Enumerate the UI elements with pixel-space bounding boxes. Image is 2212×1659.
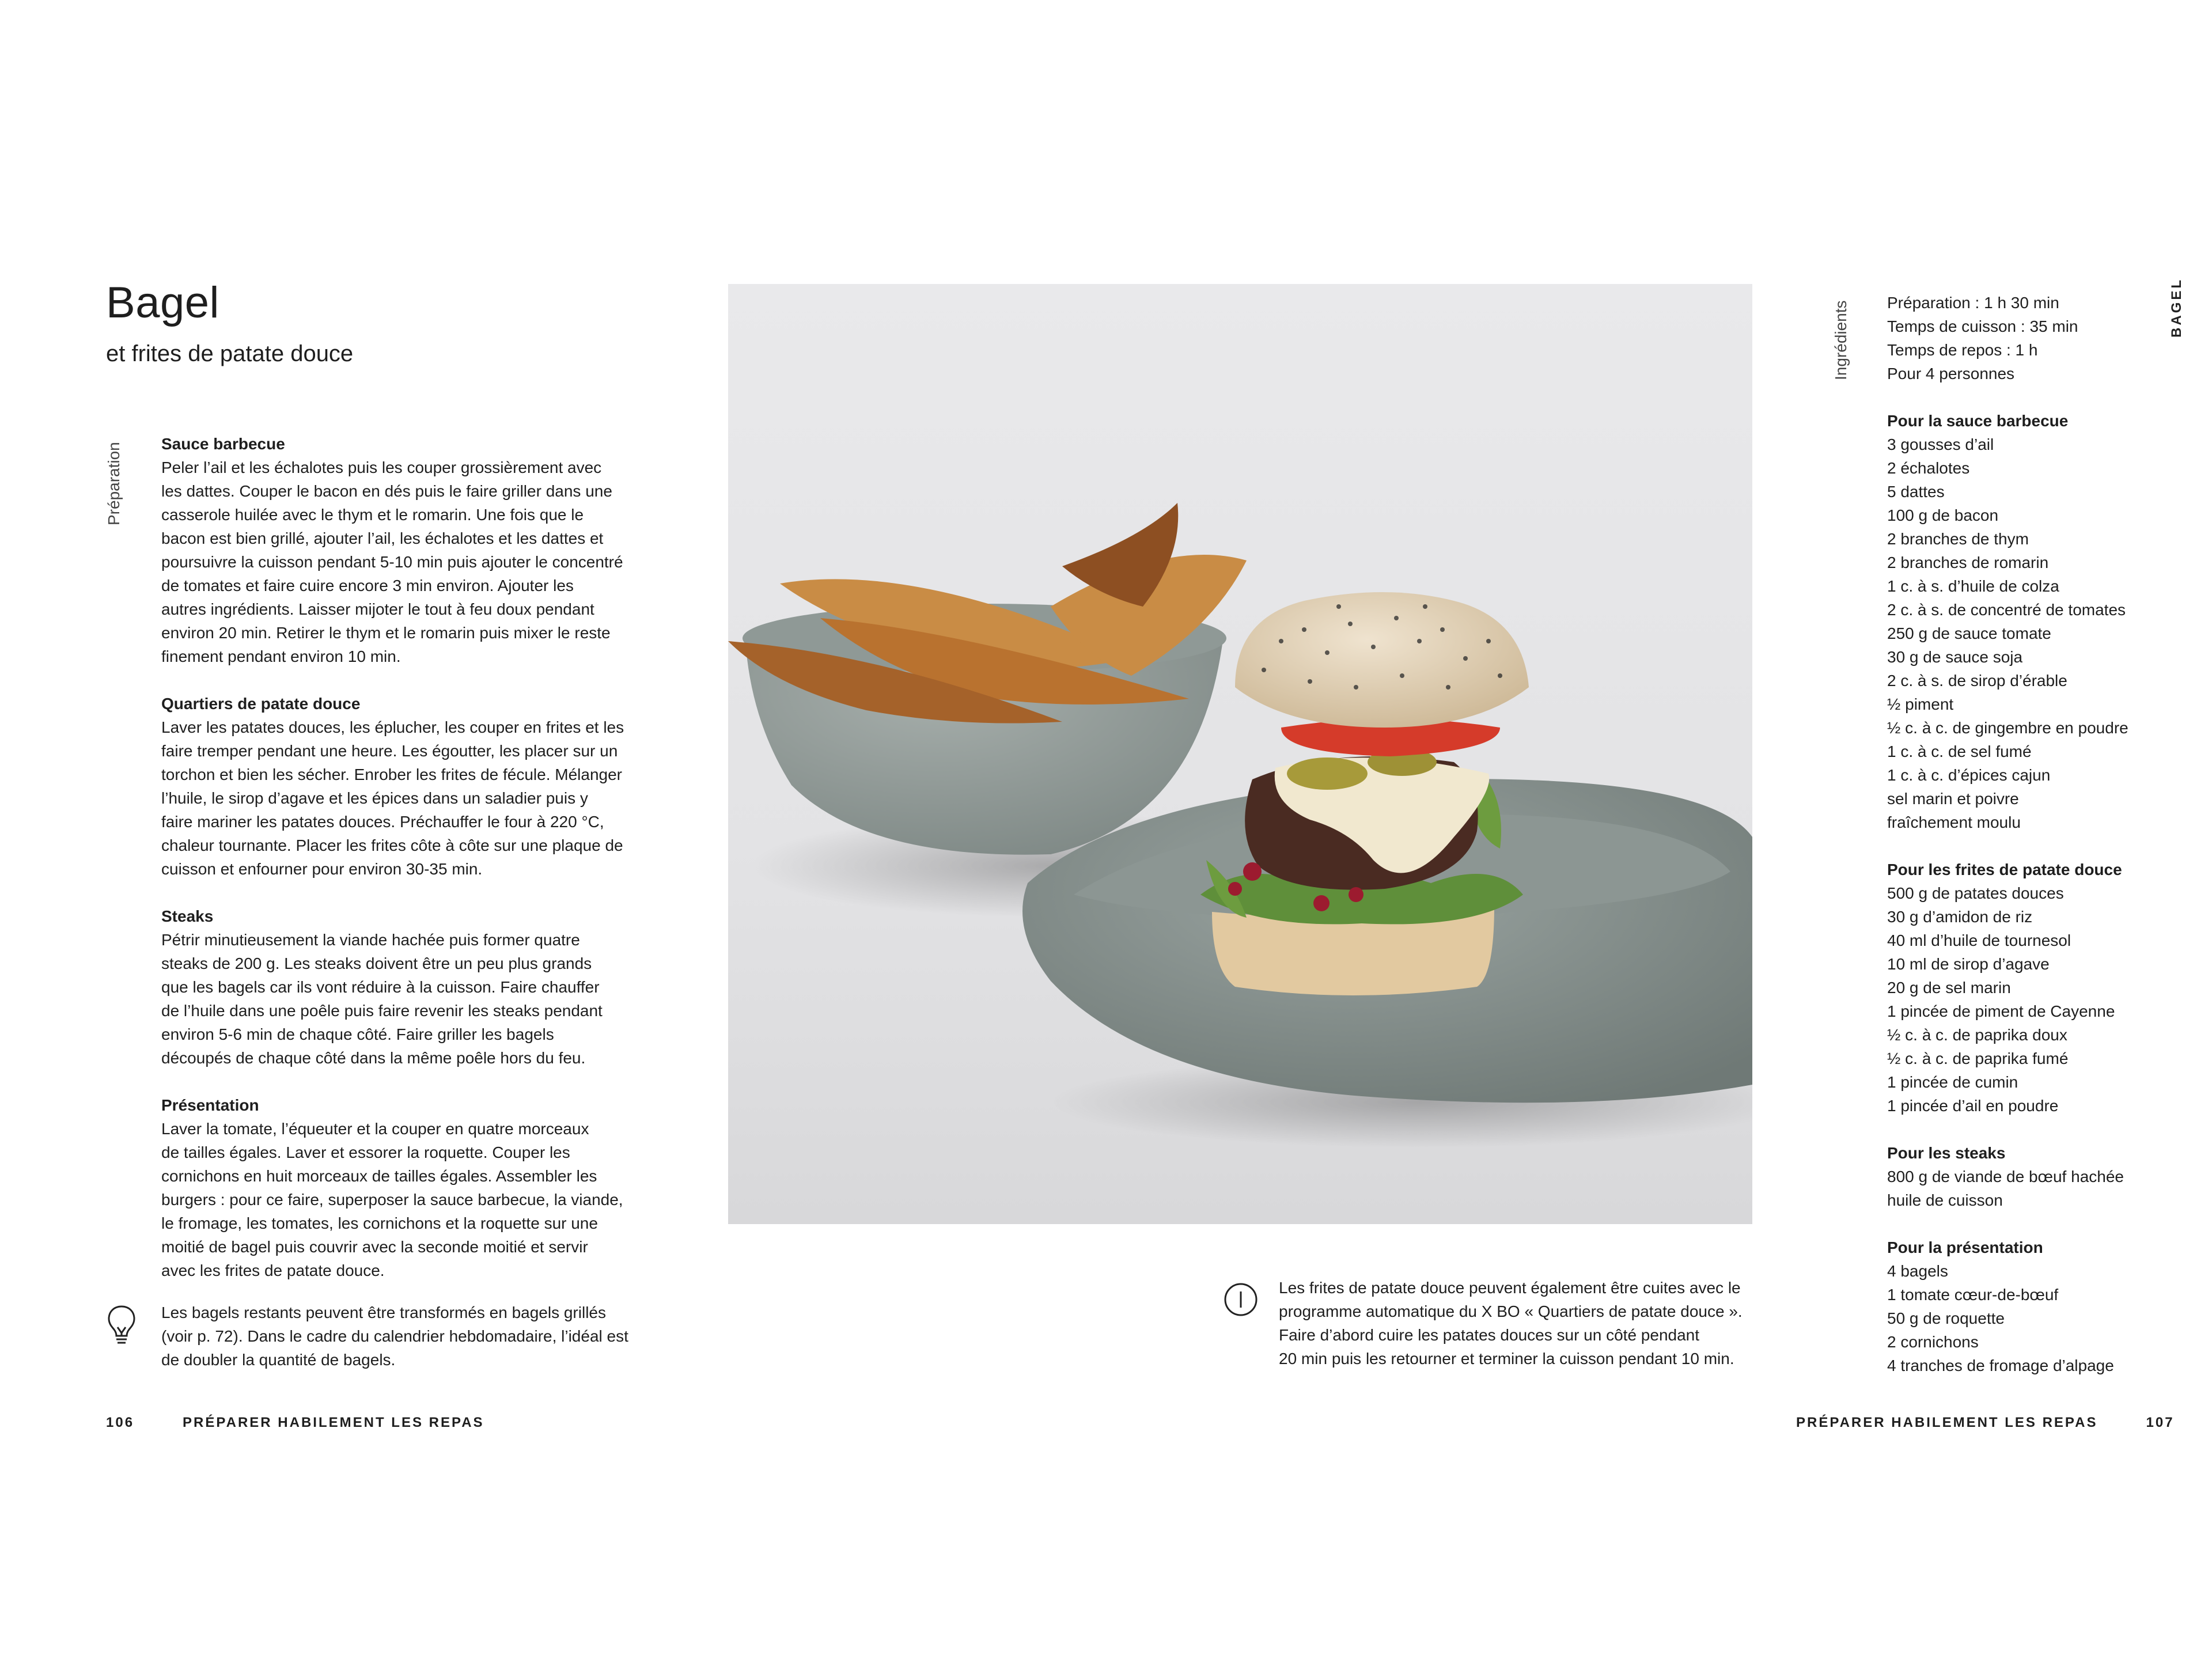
ingredient-item: 5 dattes [1887,483,1945,501]
ingredient-item: 4 tranches de fromage d’alpage [1887,1357,2114,1374]
prep-line: burgers : pour ce faire, superposer la sauce barbecue, la viande, [161,1191,623,1209]
footer-title-left: PRÉPARER HABILEMENT LES REPAS [183,1415,484,1430]
prep-line: cornichons en huit morceaux de tailles égales. Assembler les [161,1167,597,1185]
prep-section-steaks [161,904,639,1070]
ingredient-item: ½ piment [1887,695,1954,713]
tip-line: programme automatique du X BO « Quartiers de patate douce ». [1279,1302,1743,1320]
recipe-meta [1887,291,2198,385]
prep-line: bacon est bien grillé, ajouter l’ail, les échalotes et les dattes et [161,529,604,547]
prep-line: Pétrir minutieusement la viande hachée puis former quatre [161,931,580,949]
ingredient-item: 30 g de sauce soja [1887,648,2023,666]
ingredient-item: 1 pincée de piment de Cayenne [1887,1002,2115,1020]
ingredient-item: 2 branches de romarin [1887,554,2049,571]
footer-right [1796,1415,2175,1431]
ingredient-item: 2 cornichons [1887,1333,1979,1351]
tip-line: (voir p. 72). Dans le cadre du calendrier hebdomadaire, l’idéal est [161,1327,628,1345]
ingredient-group-fries [1887,858,2198,1118]
prep-section-heading: Quartiers de patate douce [161,695,361,713]
prep-section-sauce [161,432,639,668]
ingredient-group-heading: Pour la présentation [1887,1238,2043,1256]
prep-line: autres ingrédients. Laisser mijoter le tout à feu doux pendant [161,600,594,618]
ingredient-item: 40 ml d’huile de tournesol [1887,931,2071,949]
prep-line: de tomates et faire cuire encore 3 min environ. Ajouter les [161,577,574,594]
recipe-photo [728,284,1752,1224]
ingredient-item: 4 bagels [1887,1262,1948,1280]
prep-line: environ 20 min. Retirer le thym et le romarin puis mixer le reste [161,624,611,642]
ingredient-group-heading: Pour la sauce barbecue [1887,412,2069,430]
meta-line: Temps de cuisson : 35 min [1887,317,2078,335]
ingredient-item: 1 tomate cœur-de-bœuf [1887,1286,2059,1304]
preparation-label: Préparation [105,442,123,525]
tip-line: Les frites de patate douce peuvent également être cuites avec le [1279,1279,1741,1297]
recipe-subtitle: et frites de patate douce [106,341,354,366]
ingredient-item: 2 c. à s. de sirop d’érable [1887,672,2067,690]
prep-section-fries [161,692,639,881]
ingredient-group-presentation [1887,1236,2198,1377]
prep-line: environ 5-6 min de chaque côté. Faire griller les bagels [161,1025,554,1043]
ingredient-item: 2 échalotes [1887,459,1970,477]
prep-line: les dattes. Couper le bacon en dés puis le faire griller dans une [161,482,612,500]
ingredient-item: 50 g de roquette [1887,1309,2005,1327]
tip-line: Les bagels restants peuvent être transformés en bagels grillés [161,1304,606,1321]
ingredient-item: huile de cuisson [1887,1191,2003,1209]
ingredient-item: 500 g de patates douces [1887,884,2064,902]
prep-line: finement pendant environ 10 min. [161,647,401,665]
ingredient-item: 100 g de bacon [1887,506,1999,524]
prep-line: découpés de chaque côté dans la même poêle hors du feu. [161,1049,586,1067]
prep-line: de l’huile dans une poêle puis faire revenir les steaks pendant [161,1002,603,1020]
prep-line: avec les frites de patate douce. [161,1262,385,1279]
ingredient-item: 1 pincée d’ail en poudre [1887,1097,2059,1115]
prep-section-presentation [161,1093,639,1282]
prep-line: faire mariner les patates douces. Préchauffer le four à 220 °C, [161,813,604,831]
ingredient-item: 20 g de sel marin [1887,979,2011,997]
ingredients-column [1887,291,2198,1401]
recipe-title: Bagel [106,278,219,327]
ingredient-item: 1 pincée de cumin [1887,1073,2018,1091]
prep-line: l’huile, le sirop d’agave et les épices dans un saladier puis y [161,789,588,807]
meta-line: Temps de repos : 1 h [1887,341,2038,359]
tip-auto-program [1279,1276,1786,1370]
ingredient-item: 2 c. à s. de concentré de tomates [1887,601,2126,619]
ingredient-group-heading: Pour les frites de patate douce [1887,861,2122,878]
ingredient-item: ½ c. à c. de paprika doux [1887,1026,2067,1044]
ingredient-item: 1 c. à c. de sel fumé [1887,743,2032,760]
ingredient-item: 250 g de sauce tomate [1887,624,2051,642]
info-icon [1224,1282,1258,1317]
tip-line: 20 min puis les retourner et terminer la cuisson pendant 10 min. [1279,1350,1734,1368]
ingredient-item: 2 branches de thym [1887,530,2029,548]
prep-section-heading: Steaks [161,907,214,925]
prep-line: steaks de 200 g. Les steaks doivent être un peu plus grands [161,955,592,972]
ingredient-item: sel marin et poivre [1887,790,2019,808]
ingredient-group-sauce [1887,409,2198,834]
ingredient-item: 800 g de viande de bœuf hachée [1887,1168,2124,1185]
prep-line: Laver les patates douces, les éplucher, les couper en frites et les [161,718,624,736]
meta-line: Pour 4 personnes [1887,365,2015,382]
prep-line: torchon et bien les sécher. Enrober les frites de fécule. Mélanger [161,766,622,783]
prep-line: Peler l’ail et les échalotes puis les couper grossièrement avec [161,459,602,476]
prep-line: poursuivre la cuisson pendant 5-10 min puis ajouter le concentré [161,553,623,571]
tip-line: de doubler la quantité de bagels. [161,1351,396,1369]
ingredient-item: 10 ml de sirop d’agave [1887,955,2050,973]
meta-line: Préparation : 1 h 30 min [1887,294,2059,312]
prep-line: cuisson et enfourner pour environ 30-35 min. [161,860,483,878]
footer-left [106,1415,484,1431]
ingredient-item: 3 gousses d’ail [1887,435,1994,453]
prep-line: faire tremper pendant une heure. Les égoutter, les placer sur un [161,742,618,760]
prep-line: que les bagels car ils vont réduire à la cuisson. Faire chauffer [161,978,600,996]
ingredient-item: ½ c. à c. de gingembre en poudre [1887,719,2128,737]
ingredient-group-heading: Pour les steaks [1887,1144,2006,1162]
side-running-title: BAGEL [2169,278,2184,338]
ingredient-group-steaks [1887,1141,2198,1212]
lightbulb-icon [106,1304,137,1347]
ingredient-item: 1 c. à s. d’huile de colza [1887,577,2059,595]
ingredient-item: fraîchement moulu [1887,813,2021,831]
ingredient-item: ½ c. à c. de paprika fumé [1887,1050,2069,1067]
tip-leftovers [161,1301,657,1372]
prep-line: le fromage, les tomates, les cornichons et la roquette sur une [161,1214,598,1232]
preparation-column [161,432,639,1306]
prep-section-heading: Sauce barbecue [161,435,285,453]
prep-line: casserole huilée avec le thym et le romarin. Une fois que le [161,506,584,524]
prep-line: moitié de bagel puis couvrir avec la seconde moitié et servir [161,1238,588,1256]
prep-section-heading: Présentation [161,1096,259,1114]
prep-line: Laver la tomate, l’équeuter et la couper en quatre morceaux [161,1120,589,1138]
page-number-right: 107 [2146,1415,2175,1430]
prep-line: chaleur tournante. Placer les frites côte à côte sur une plaque de [161,836,623,854]
ingredients-label: Ingrédients [1832,300,1850,380]
footer-title-right: PRÉPARER HABILEMENT LES REPAS [1796,1415,2098,1430]
ingredient-item: 30 g d’amidon de riz [1887,908,2033,926]
ingredient-item: 1 c. à c. d’épices cajun [1887,766,2051,784]
page-number-left: 106 [106,1415,135,1430]
prep-line: de tailles égales. Laver et essorer la roquette. Couper les [161,1143,570,1161]
tip-line: Faire d’abord cuire les patates douces sur un côté pendant [1279,1326,1700,1344]
